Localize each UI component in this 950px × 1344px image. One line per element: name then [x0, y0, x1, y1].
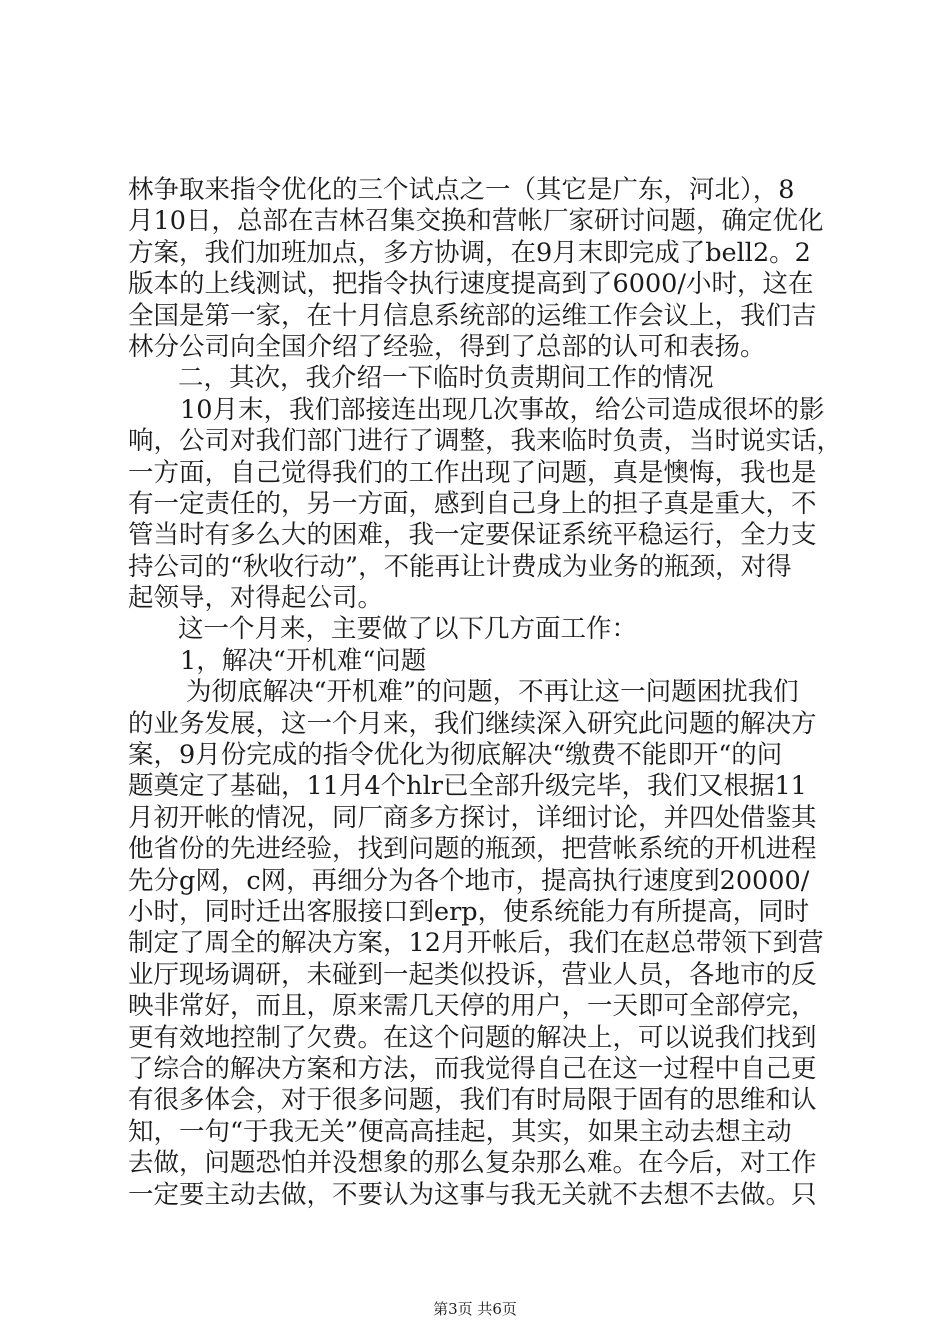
text-line: 案，9月份完成的指令优化为彻底解决“缴费不能即开“的问	[128, 740, 783, 771]
text-line: 有一定责任的，另一方面，感到自己身上的担子真是重大，不	[128, 488, 817, 519]
text-line: 这一个月来，主要做了以下几方面工作：	[178, 614, 638, 645]
text-line: 有很多体会，对于很多问题，我们有时局限于固有的思维和认	[128, 1085, 817, 1116]
text-line: 林争取来指令优化的三个试点之一（其它是广东，河北），8	[128, 175, 795, 205]
text-line: 响，公司对我们部门进行了调整，我来临时负责，当时说实话，	[128, 426, 843, 457]
text-line: 更有效地控制了欠费。在这个问题的解决上，可以说我们找到	[128, 1022, 817, 1053]
text-line: 林分公司向全国介绍了经验，得到了总部的认可和表扬。	[128, 331, 766, 362]
text-line: 月初开帐的情况，同厂商多方探讨，详细讨论，并四处借鉴其	[128, 802, 817, 833]
subsection-heading: 1，解决“开机难“问题	[180, 645, 427, 676]
text-line: 知，一句“于我无关”便高高挂起，其实，如果主动去想主动	[128, 1116, 792, 1147]
section-heading: 二，其次，我介绍一下临时负责期间工作的情况	[178, 363, 714, 394]
text-line: 月10日，总部在吉林召集交换和营帐厂家研讨问题，确定优化	[128, 206, 824, 237]
text-line: 制定了周全的解决方案，12月开帐后，我们在赵总带领下到营	[128, 928, 824, 959]
document-body	[128, 175, 843, 1211]
text-line: 为彻底解决“开机难”的问题，不再让这一问题困扰我们	[186, 677, 799, 708]
text-line: 起领导，对得起公司。	[128, 583, 384, 614]
text-line: 业厅现场调研，未碰到一起类似投诉，营业人员，各地市的反	[128, 959, 817, 990]
text-line: 全国是第一家，在十月信息系统部的运维工作会议上，我们吉	[128, 300, 817, 331]
text-line: 小时，同时迁出客服接口到erp，使系统能力有所提高，同时	[128, 896, 810, 927]
page-number-footer: 第3页 共6页	[433, 1300, 517, 1318]
text-line: 他省份的先进经验，找到问题的瓶颈，把营帐系统的开机进程	[128, 834, 817, 865]
text-line: 题奠定了基础，11月4个hlr已全部升级完毕，我们又根据11	[128, 771, 807, 802]
text-line: 持公司的“秋收行动”，不能再让计费成为业务的瓶颈，对得	[128, 551, 792, 582]
text-line: 先分g网，c网，再细分为各个地市，提高执行速度到20000/	[128, 865, 810, 896]
text-line: 去做，问题恐怕并没想象的那么复杂那么难。在今后，对工作	[128, 1148, 817, 1179]
text-line: 版本的上线测试，把指令执行速度提高到了6000/小时，这在	[128, 269, 814, 300]
text-line: 了综合的解决方案和方法，而我觉得自己在这一过程中自己更	[128, 1053, 817, 1084]
text-line: 一方面，自己觉得我们的工作出现了问题，真是懊悔，我也是	[128, 457, 817, 488]
text-line: 管当时有多么大的困难，我一定要保证系统平稳运行，全力支	[128, 520, 817, 551]
text-line: 方案，我们加班加点，多方协调，在9月末即完成了bell2。2	[128, 237, 811, 268]
text-line: 10月末，我们部接连出现几次事故，给公司造成很坏的影	[180, 394, 825, 425]
text-line: 一定要主动去做，不要认为这事与我无关就不去想不去做。只	[128, 1179, 817, 1210]
text-line: 的业务发展，这一个月来，我们继续深入研究此问题的解决方	[128, 708, 817, 739]
text-line: 映非常好，而且，原来需几天停的用户，一天即可全部停完，	[128, 991, 817, 1022]
